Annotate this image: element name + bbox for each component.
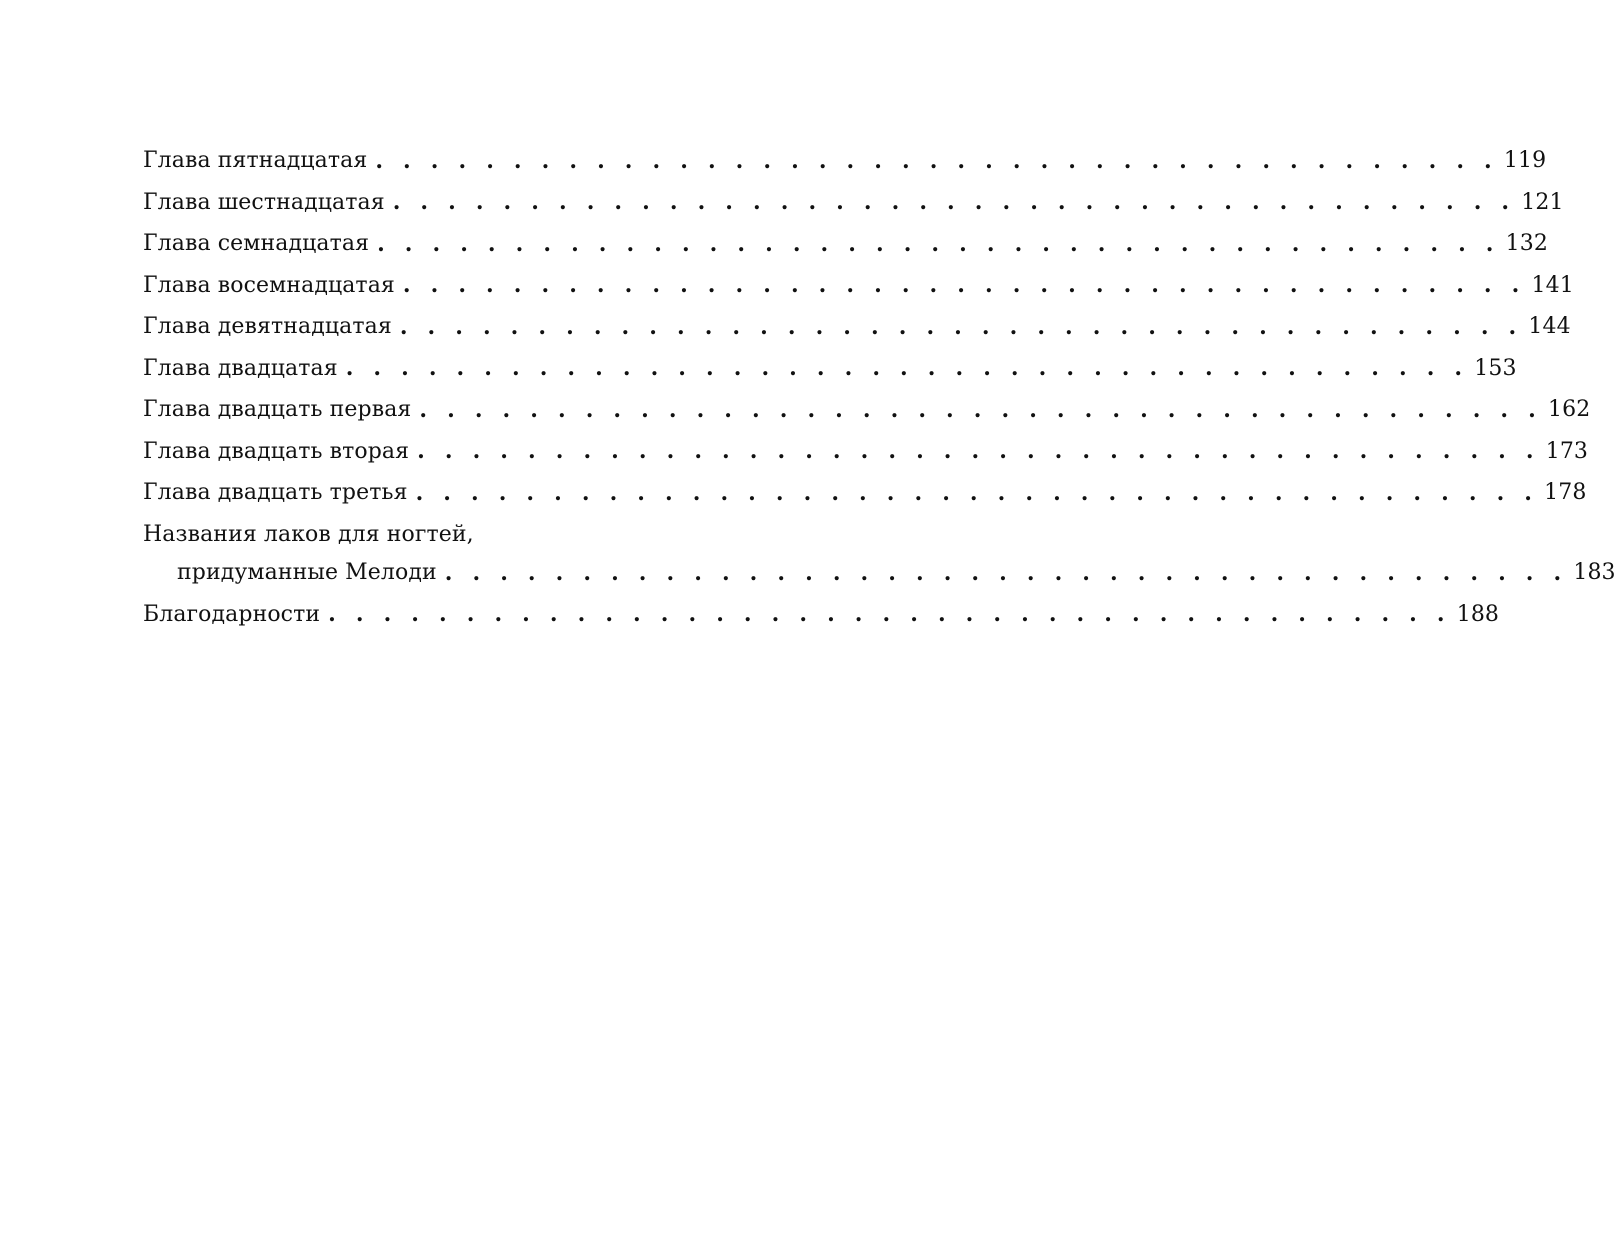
dot-leader: . . . . . . . . . . . . . . . . . . . . . . . . . . . . . . . . . . . . . . . . . — [419, 396, 1542, 423]
toc-entry — [143, 306, 1571, 348]
toc-entry-page: 162 — [1548, 397, 1591, 423]
toc-entry — [143, 389, 1591, 431]
toc-entry — [143, 472, 1587, 514]
toc-entry-title: Благодарности — [143, 601, 321, 627]
table-of-contents — [143, 140, 1616, 635]
dot-leader: . . . . . . . . . . . . . . . . . . . . . . . . . . . . . . . . . . . . . . . . . — [345, 355, 1469, 382]
toc-entry-title: Глава семнадцатая — [143, 231, 370, 257]
toc-entry-title: Глава двадцатая — [143, 355, 338, 381]
toc-entry-page: 119 — [1503, 148, 1547, 174]
toc-entry — [143, 140, 1547, 182]
toc-entry — [143, 348, 1517, 390]
toc-entry-page: 188 — [1456, 601, 1500, 627]
toc-entry-multiline — [143, 518, 1616, 594]
toc-entry-page: 183 — [1573, 560, 1616, 585]
toc-entry-title-line1 — [143, 518, 662, 552]
dot-leader: . . . . . . . . . . . . . . . . . . . . . . . . . . . . . . . . . . . . . . . . . — [402, 272, 1526, 299]
dot-leader: . . . . . . . . . . . . . . . . . . . . . . . . . . . . . . . . . . . . . . . . . — [392, 189, 1516, 216]
toc-entry-title: Глава шестнадцатая — [143, 189, 385, 215]
toc-entry-page: 144 — [1528, 314, 1571, 340]
dot-leader: . . . . . . . . . . . . . . . . . . . . . . . . . . . . . . . . . . . . . . . . . — [328, 601, 1451, 628]
toc-entry — [143, 182, 1564, 224]
toc-entry-page: 132 — [1505, 231, 1548, 257]
dot-leader: . . . . . . . . . . . . . . . . . . . . . . . . . . . . . . . . . . . . . . . . . — [375, 147, 1498, 174]
toc-entry-title: Глава пятнадцатая — [143, 148, 368, 174]
toc-entry — [143, 594, 1500, 636]
toc-entry-title: Глава девятнадцатая — [143, 314, 392, 340]
dot-leader: . . . . . . . . . . . . . . . . . . . . . . . . . . . . . . . . . . . . . . . . . — [417, 438, 1540, 465]
toc-entry-title: Названия лаков для ногтей, — [143, 522, 474, 547]
toc-entry-title: Глава восемнадцатая — [143, 272, 395, 298]
toc-entry-title: Глава двадцать первая — [143, 397, 412, 423]
toc-entry — [143, 431, 1589, 473]
toc-entry-page: 153 — [1474, 355, 1517, 381]
toc-entry — [143, 265, 1574, 307]
toc-entry-page: 141 — [1531, 272, 1574, 298]
toc-entry-title-continued: придуманные Мелоди — [177, 560, 437, 585]
dot-leader: . . . . . . . . . . . . . . . . . . . . . . . . . . . . . . . . . . . . . . . . . — [377, 230, 1500, 257]
toc-entry-title: Глава двадцать третья — [143, 480, 408, 506]
toc-entry — [143, 223, 1548, 265]
dot-leader: . . . . . . . . . . . . . . . . . . . . . . . . . . . . . . . . . . . . . . . . . — [444, 559, 1568, 586]
toc-entry-page: 173 — [1545, 438, 1589, 464]
toc-entry-page: 178 — [1544, 480, 1587, 506]
dot-leader: . . . . . . . . . . . . . . . . . . . . . . . . . . . . . . . . . . . . . . . . . — [415, 479, 1539, 506]
toc-entry-title-line2 — [143, 552, 1616, 594]
dot-leader: . . . . . . . . . . . . . . . . . . . . . . . . . . . . . . . . . . . . . . . . . — [399, 313, 1523, 340]
toc-entry-title: Глава двадцать вторая — [143, 438, 410, 464]
toc-entry-page: 121 — [1521, 189, 1564, 215]
